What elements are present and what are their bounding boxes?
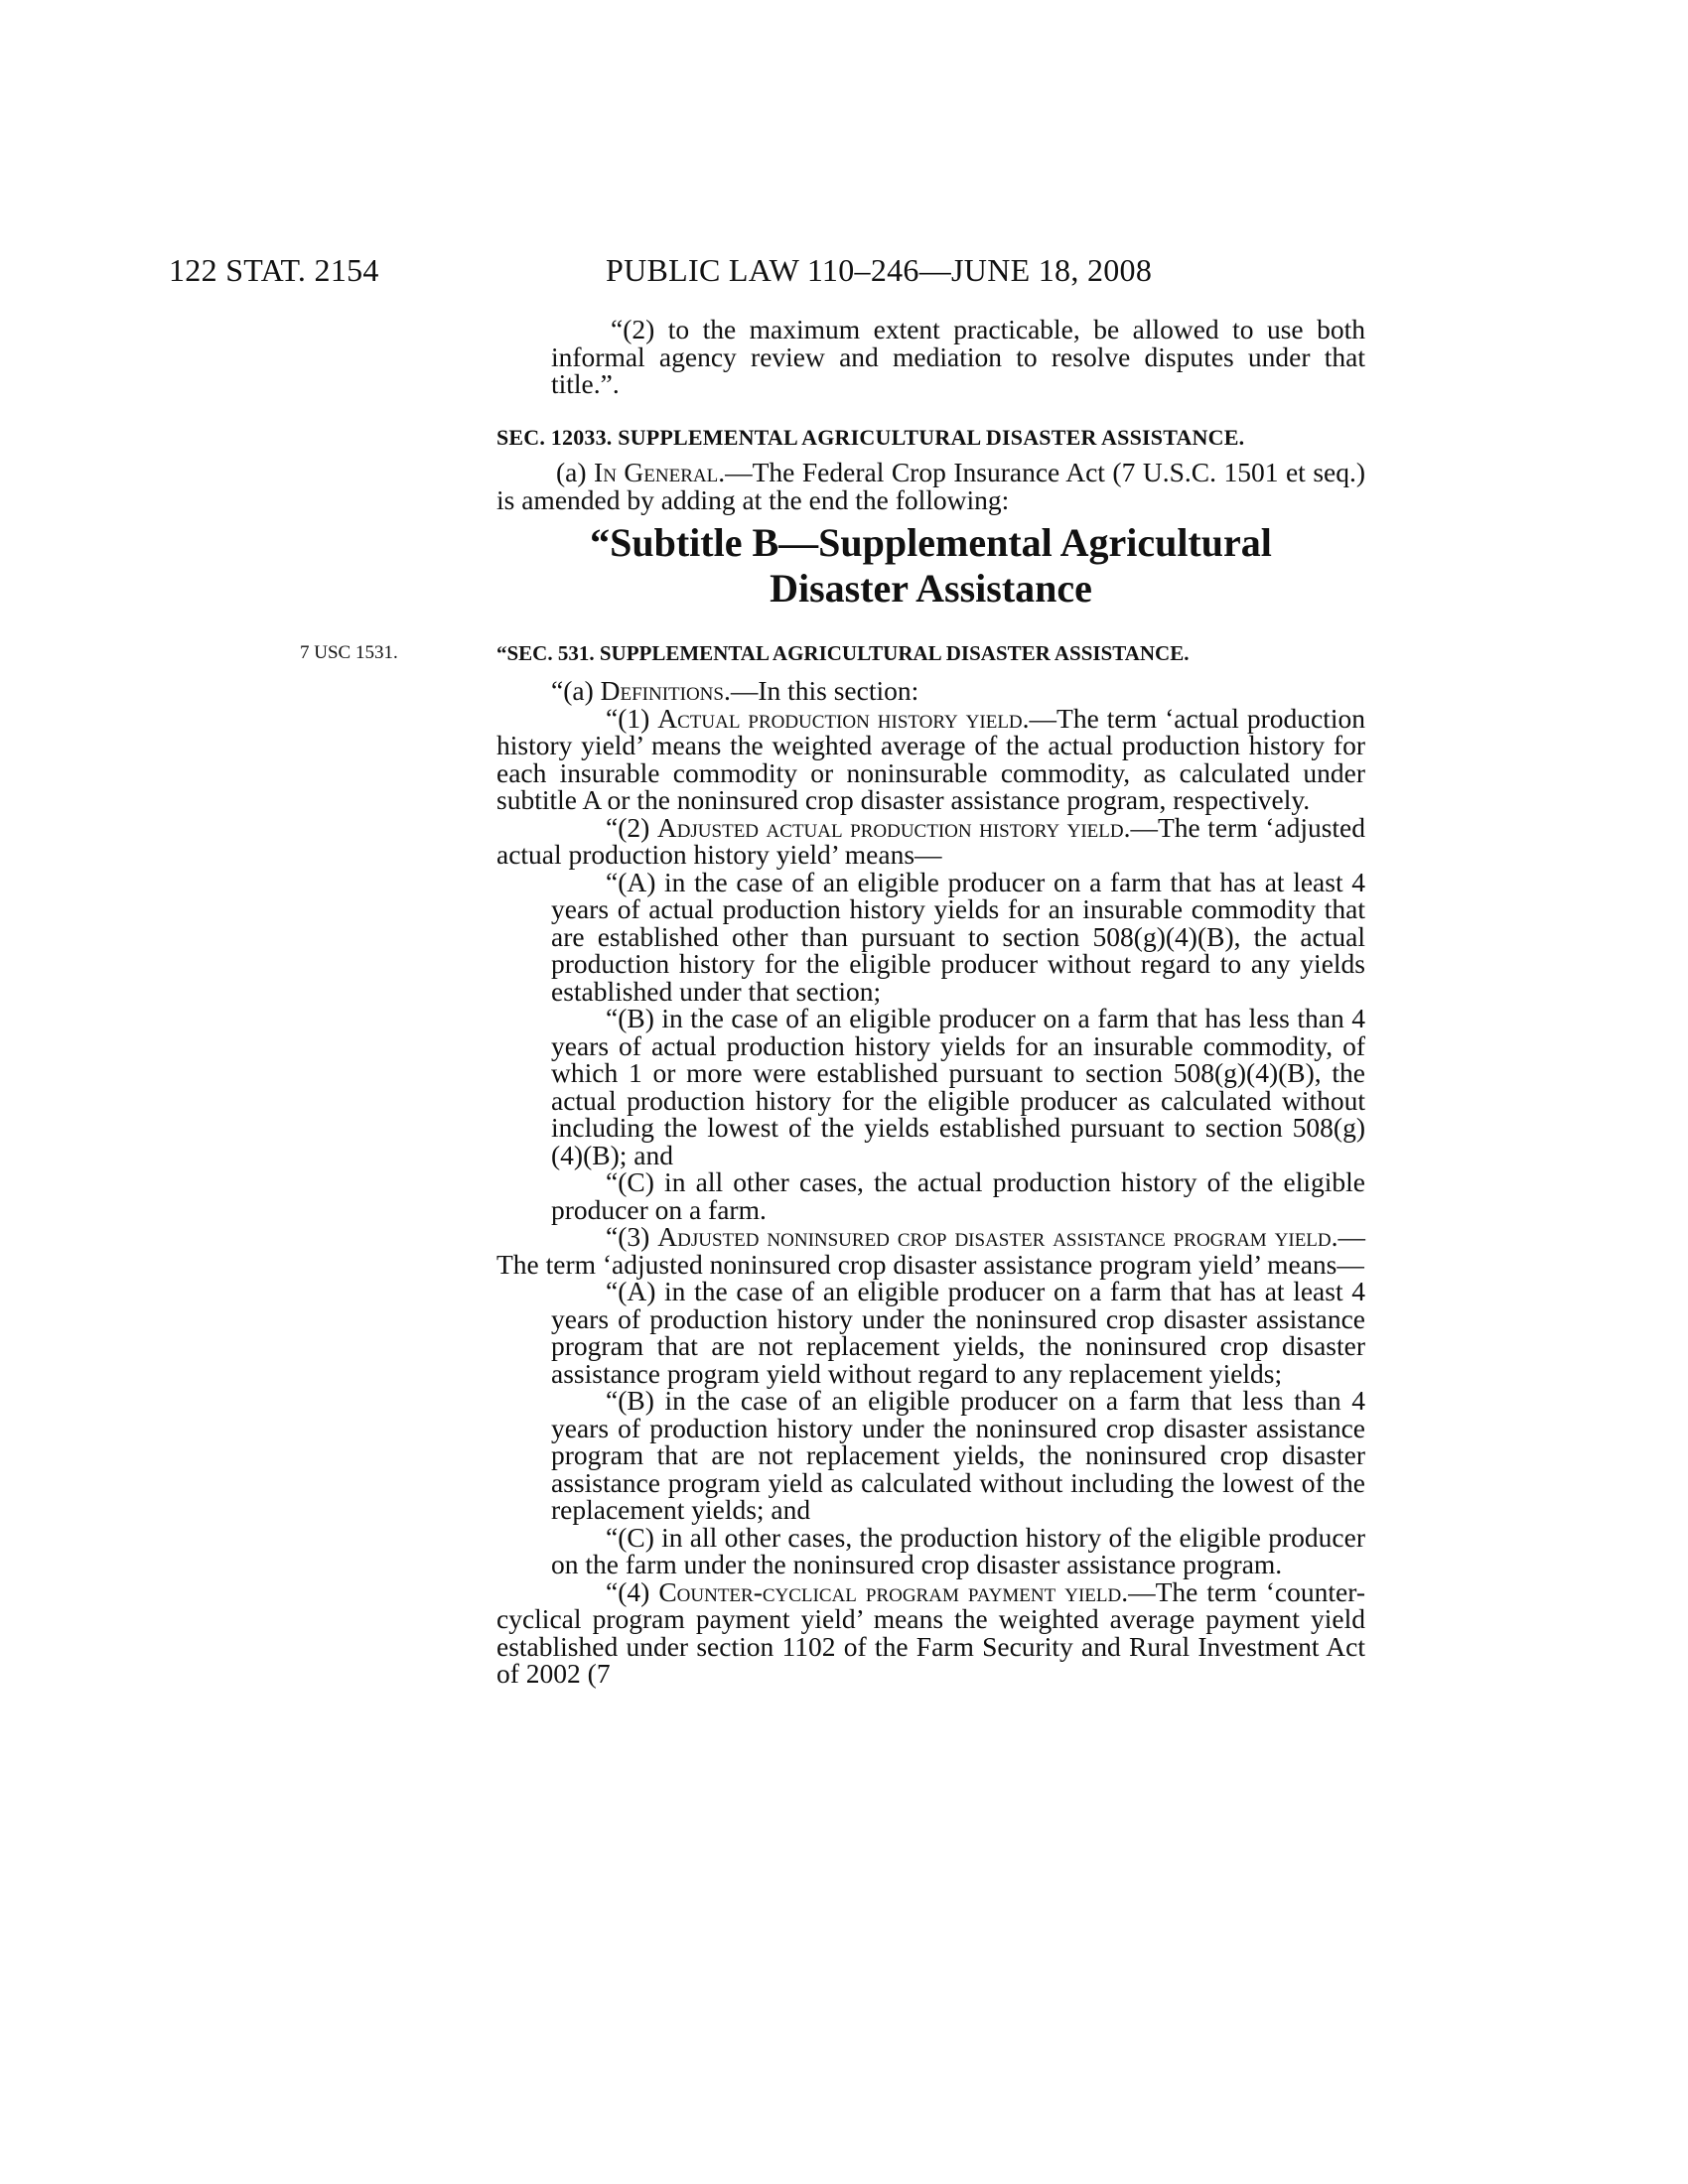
definition-2c: “(C) in all other cases, the actual production history of the eligible producer on a farm. [551, 1166, 1365, 1225]
continued-paragraph: “(2) to the maximum extent practicable, be allowed to use both informal agency review and mediation to resolve disputes under that title.”. [551, 314, 1365, 399]
section-531-heading: “SEC. 531. SUPPLEMENTAL AGRICULTURAL DISASTER ASSISTANCE. [496, 641, 1190, 665]
definition-3-subparagraphs [496, 1278, 1365, 1578]
definition-4-label: “(4) [606, 1575, 650, 1607]
subsection-a-caption: In General [594, 457, 719, 487]
definitions-intro [496, 677, 1365, 705]
definition-1-text: .—The term ‘actual production history yield’ means the weighted average of the actual production history for each insurable commodity or noninsurable commodity, as calculated under subtitle A or the noninsured crop disaster assistance program, respectively. [496, 702, 1365, 815]
definition-3b: “(B) in the case of an eligible producer on a farm that less than 4 years of production history under the noninsured crop disaster assistance program that are not replacement yields, the noninsured crop disaster assistance program yield as calculated without including the lowest of the replacement yields; and [551, 1385, 1365, 1525]
definition-3-caption: Adjusted noninsured crop disaster assistance program yield [657, 1221, 1332, 1252]
definition-4-text: .—The term ‘counter-cyclical program payment yield’ means the weighted average payment yield established under section 1102 of the Farm Security and Rural Investment Act of 2002 (7 [496, 1575, 1366, 1689]
section-heading: SEC. 12033. SUPPLEMENTAL AGRICULTURAL DISASTER ASSISTANCE. [496, 425, 1245, 450]
definition-2-text: .—The term ‘adjusted actual production history yield’ means— [496, 811, 1366, 870]
subsection-a-label: (a) [556, 457, 587, 487]
subtitle-line-1: “Subtitle B—Supplemental Agricultural [590, 520, 1272, 565]
definition-1-label: “(1) [606, 702, 650, 734]
margin-citation: 7 USC 1531. [300, 642, 398, 663]
definition-3c: “(C) in all other cases, the production history of the eligible producer on the farm under the noninsured crop disaster assistance program. [551, 1521, 1365, 1579]
subtitle-heading [496, 520, 1365, 612]
definitions-text: .—In this section: [723, 675, 919, 706]
public-law-title: PUBLIC LAW 110–246—JUNE 18, 2008 [606, 252, 1153, 288]
definition-2b: “(B) in the case of an eligible producer on a farm that has less than 4 years of actual production history yields for an insurable commodity, of which 1 or more were established pursuant to section 508(g)(4)(B), the actual production history for the eligible producer as calculated without including the lowest of the yields established pursuant to section 508(g)(4)(B); and [551, 1003, 1365, 1170]
subsection-a-block [496, 459, 1365, 513]
definition-3-label: “(3) [606, 1221, 650, 1252]
definition-2-subparagraphs [496, 866, 1365, 1225]
definition-1-caption: Actual production history yield [657, 702, 1023, 734]
subtitle-line-2: Disaster Assistance [770, 566, 1092, 611]
statute-page-number: 122 STAT. 2154 [169, 252, 379, 288]
definition-2 [496, 811, 1366, 870]
definition-3 [496, 1223, 1365, 1278]
definition-4 [496, 1575, 1366, 1689]
definition-2-label: “(2) [606, 811, 650, 843]
subsection-a-text: .—The Federal Crop Insurance Act (7 U.S.C. 1501 et seq.) is amended by adding at the end the following: [496, 457, 1366, 515]
definitions-block [496, 677, 1365, 1688]
continuation-block [551, 316, 1365, 398]
definition-3-text: .—The term ‘adjusted noninsured crop disaster assistance program yield’ means— [496, 1221, 1366, 1280]
definitions-caption: Definitions [600, 675, 724, 706]
definitions-label: “(a) [551, 675, 594, 706]
page-header [0, 252, 1688, 292]
definition-2-caption: Adjusted actual production history yield [656, 811, 1124, 843]
definition-4-caption: Counter-cyclical program payment yield [658, 1575, 1122, 1607]
definition-1 [496, 702, 1365, 815]
definition-2a: “(A) in the case of an eligible producer on a farm that has at least 4 years of actual production history yields for an insurable commodity that are established other than pursuant to section 508(g)(4)(B), the actual production history for the eligible producer without regard to any yields established under that section; [551, 866, 1365, 1007]
subsection-a-paragraph [496, 459, 1365, 513]
definition-3a: “(A) in the case of an eligible producer on a farm that has at least 4 years of production history under the noninsured crop disaster assistance program that are not replacement yields, the noninsured crop disaster assistance program yield without regard to any replacement yields; [551, 1276, 1365, 1389]
